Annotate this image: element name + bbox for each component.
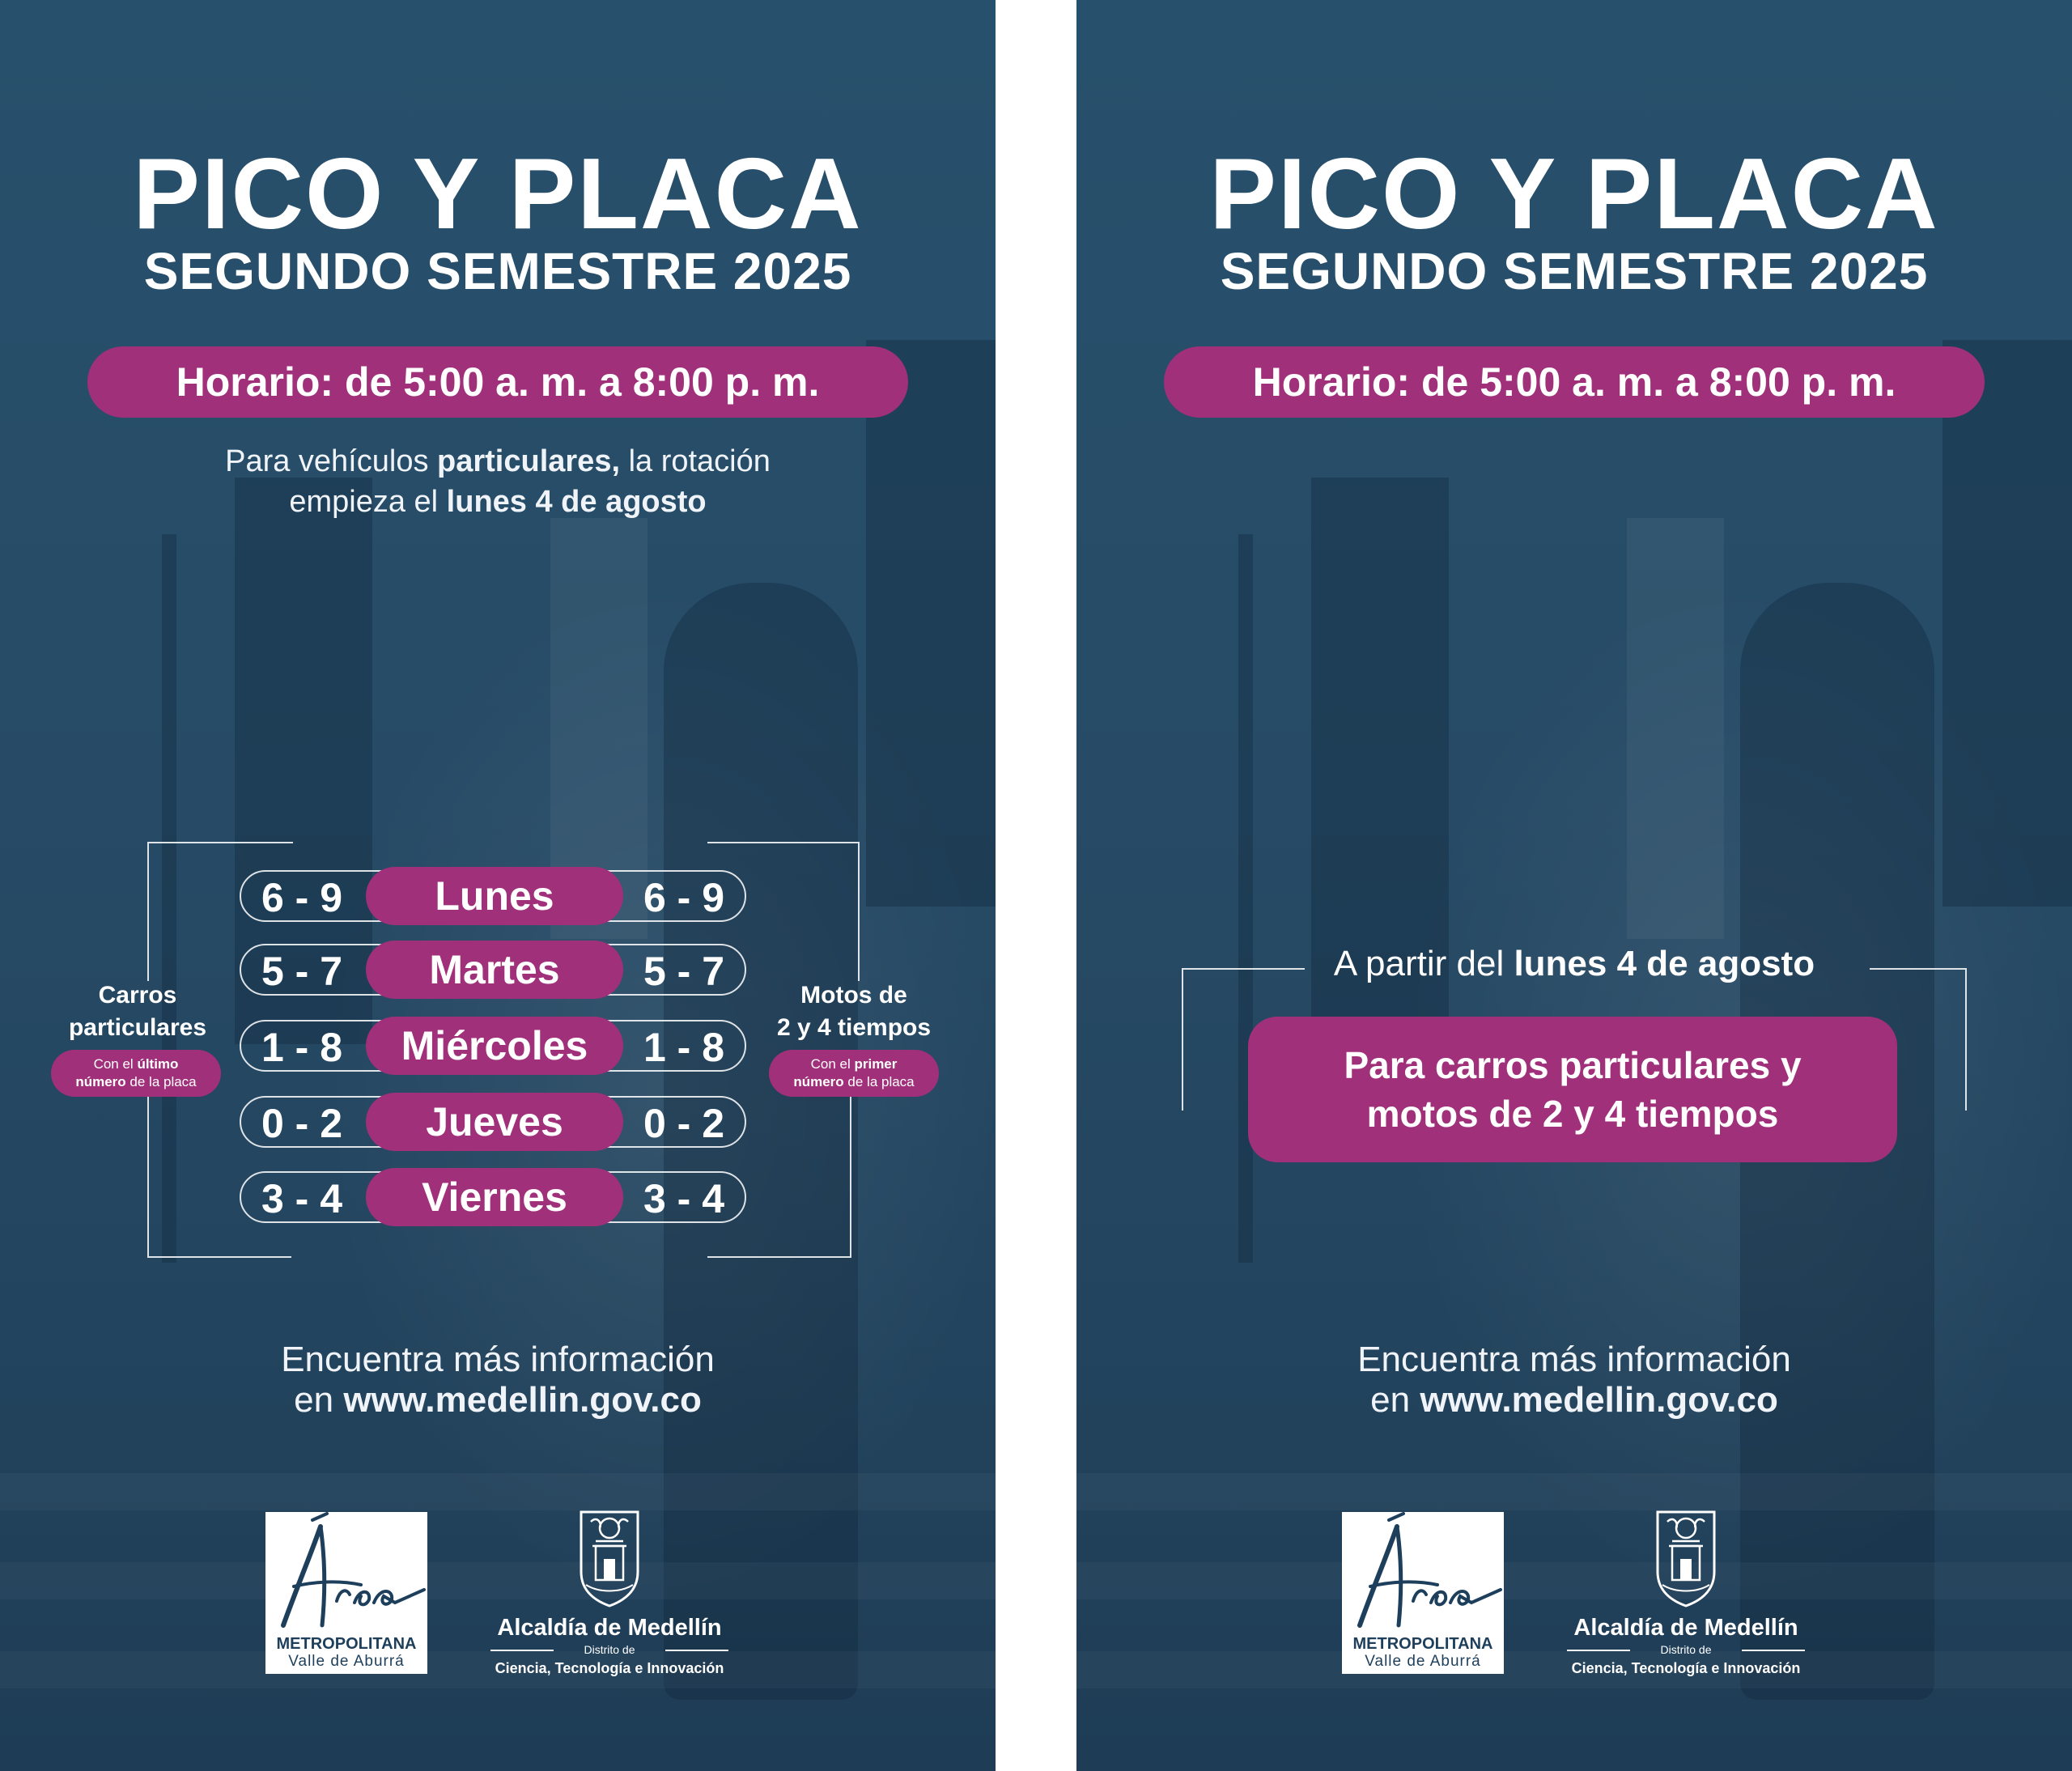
- start-date-line: [1076, 941, 2072, 987]
- motos-digits: 3 - 4: [643, 1176, 725, 1221]
- start-date: lunes 4 de agosto: [1514, 944, 1815, 983]
- poster-subtitle: SEGUNDO SEMESTRE 2025: [143, 242, 852, 300]
- area-metropolitana-logo: [1342, 1512, 1504, 1674]
- intro-text-bold: lunes 4 de agosto: [446, 485, 707, 519]
- alcaldia-logo-line: Ciencia, Tecnología e Innovación: [495, 1660, 724, 1676]
- poster-left: [0, 0, 996, 1771]
- day-pill: Martes: [366, 941, 623, 999]
- motos-badge-bold: primer: [854, 1056, 898, 1072]
- website-link[interactable]: www.medellin.gov.co: [1420, 1380, 1778, 1420]
- alcaldia-logo-line: Distrito de: [584, 1643, 635, 1656]
- area-script-icon: [1342, 1512, 1504, 1633]
- poster-title: PICO Y PLACA: [133, 138, 863, 250]
- intro-text: [0, 441, 996, 522]
- cars-badge-bold: último: [137, 1056, 179, 1072]
- day-pill: Viernes: [366, 1168, 623, 1226]
- poster-title: PICO Y PLACA: [1209, 138, 1939, 250]
- bg-building: [1942, 340, 2072, 907]
- info-footer: [1076, 1340, 2072, 1421]
- area-logo-line: METROPOLITANA: [1352, 1635, 1493, 1653]
- area-script-icon: [265, 1512, 427, 1633]
- alcaldia-medellin-logo: [1560, 1507, 1811, 1685]
- info-footer: [0, 1340, 996, 1421]
- cars-label-line: Carros: [98, 982, 177, 1009]
- motos-digits: 1 - 8: [643, 1025, 725, 1070]
- day-pill: Jueves: [366, 1093, 623, 1151]
- bg-crosswalk: [0, 1473, 996, 1510]
- coat-of-arms-icon: [1651, 1507, 1721, 1607]
- alcaldia-medellin-logo: [484, 1507, 735, 1685]
- applies-to-line: motos de 2 y 4 tiempos: [1366, 1093, 1779, 1135]
- motos-label-line: Motos de: [800, 982, 907, 1009]
- bg-crosswalk: [1076, 1473, 2072, 1510]
- cars-badge-text: Con el: [93, 1056, 138, 1072]
- schedule-pill: Horario: de 5:00 a. m. a 8:00 p. m.: [87, 346, 908, 418]
- cars-digits: 3 - 4: [261, 1176, 343, 1221]
- day-pill: Lunes: [366, 867, 623, 925]
- intro-text-part: la rotación: [620, 444, 771, 478]
- cars-label: [32, 979, 243, 1044]
- motos-badge: [769, 1050, 939, 1097]
- intro-text-bold: particulares,: [437, 444, 621, 478]
- info-footer-line: Encuentra más información: [281, 1340, 715, 1379]
- start-date-prefix: A partir del: [1333, 944, 1514, 983]
- alcaldia-logo-line: Distrito de: [1660, 1643, 1712, 1656]
- cars-badge: [51, 1050, 221, 1097]
- cars-digits: 1 - 8: [261, 1025, 343, 1070]
- motos-badge-text: de la placa: [843, 1074, 915, 1089]
- area-logo-line: Valle de Aburrá: [1365, 1653, 1481, 1670]
- area-logo-line: Valle de Aburrá: [288, 1653, 405, 1670]
- applies-to-pill: [1248, 1017, 1897, 1162]
- cars-digits: 6 - 9: [261, 875, 343, 920]
- cars-digits: 0 - 2: [261, 1101, 343, 1146]
- motos-label-line: 2 y 4 tiempos: [776, 1014, 932, 1041]
- intro-text-part: empieza el: [289, 485, 447, 519]
- day-pill: Miércoles: [366, 1017, 623, 1075]
- poster-subtitle: SEGUNDO SEMESTRE 2025: [1220, 242, 1929, 300]
- motos-label: [753, 979, 955, 1044]
- cars-badge-bold: número: [75, 1074, 126, 1089]
- website-link[interactable]: www.medellin.gov.co: [343, 1380, 702, 1420]
- bg-lamp-post: [1238, 534, 1253, 1263]
- info-footer-prefix: en: [1370, 1380, 1420, 1420]
- alcaldia-logo-line: Ciencia, Tecnología e Innovación: [1571, 1660, 1801, 1676]
- motos-digits: 0 - 2: [643, 1101, 725, 1146]
- motos-badge-bold: número: [793, 1074, 844, 1089]
- bg-building: [866, 340, 996, 907]
- coat-of-arms-icon: [575, 1507, 644, 1607]
- intro-text-part: Para vehículos: [225, 444, 438, 478]
- alcaldia-logo-name: Alcaldía de Medellín: [1573, 1615, 1798, 1641]
- motos-badge-text: Con el: [810, 1056, 855, 1072]
- alcaldia-logo-name: Alcaldía de Medellín: [497, 1615, 722, 1641]
- info-footer-line: Encuentra más información: [1357, 1340, 1791, 1379]
- cars-label-line: particulares: [68, 1014, 207, 1041]
- applies-to-line: Para carros particulares y: [1344, 1044, 1802, 1086]
- cars-digits: 5 - 7: [261, 949, 343, 994]
- area-logo-line: METROPOLITANA: [276, 1635, 417, 1653]
- schedule-pill: Horario: de 5:00 a. m. a 8:00 p. m.: [1164, 346, 1985, 418]
- area-metropolitana-logo: [265, 1512, 427, 1674]
- poster-right: [1076, 0, 2072, 1771]
- motos-digits: 6 - 9: [643, 875, 725, 920]
- info-footer-prefix: en: [294, 1380, 344, 1420]
- motos-digits: 5 - 7: [643, 949, 725, 994]
- cars-badge-text: de la placa: [125, 1074, 197, 1089]
- bg-building: [1627, 518, 1724, 939]
